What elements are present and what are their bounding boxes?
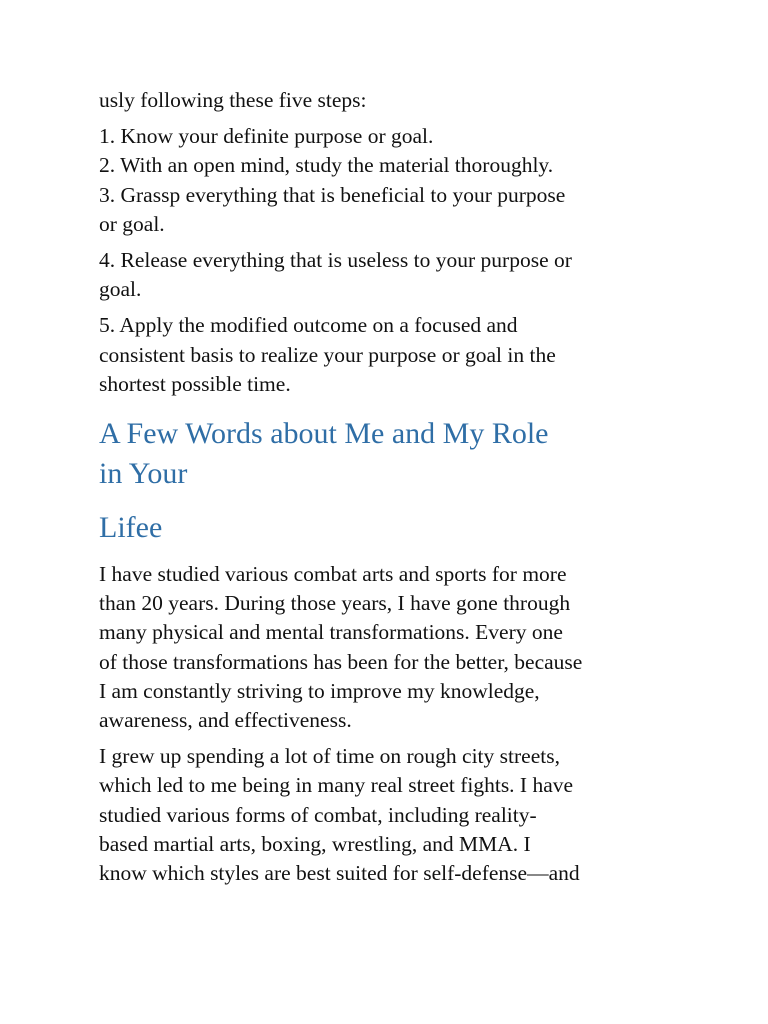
- step-line: 3. Grassp everything that is beneficial to your purpose: [99, 182, 566, 207]
- body-paragraph-1: [99, 560, 684, 735]
- section-heading: [99, 414, 684, 494]
- step-5: [99, 311, 684, 399]
- paragraph-line: I grew up spending a lot of time on rough city streets,: [99, 744, 560, 769]
- document-page: [99, 86, 684, 895]
- paragraph-line: I have studied various combat arts and sports for more: [99, 562, 567, 587]
- paragraph-line: than 20 years. During those years, I have gone through: [99, 591, 571, 616]
- intro-paragraph: [99, 86, 684, 115]
- step-line: shortest possible time.: [99, 371, 291, 396]
- step-line: 4. Release everything that is useless to your purpose or: [99, 248, 572, 273]
- section-subheading: [99, 508, 684, 548]
- step-line: or goal.: [99, 211, 165, 236]
- heading-line: A Few Words about Me and My Role: [99, 417, 549, 451]
- intro-line: usly following these five steps:: [99, 88, 367, 112]
- heading-line: in Your: [99, 457, 188, 491]
- body-paragraph-2: [99, 742, 684, 888]
- paragraph-line: awareness, and effectiveness.: [99, 708, 352, 733]
- paragraph-line: based martial arts, boxing, wrestling, and MMA. I: [99, 831, 531, 856]
- step-line: goal.: [99, 277, 142, 302]
- step-line: 5. Apply the modified outcome on a focused and: [99, 313, 518, 338]
- paragraph-line: which led to me being in many real street fights. I have: [99, 773, 574, 798]
- subheading-line: Lifee: [99, 511, 163, 545]
- paragraph-line: of those transformations has been for the better, because: [99, 649, 583, 674]
- paragraph-line: studied various forms of combat, including reality-: [99, 802, 537, 827]
- step-line: consistent basis to realize your purpose or goal in the: [99, 342, 556, 367]
- steps-1-3: [99, 122, 684, 239]
- paragraph-line: know which styles are best suited for self-defense—and: [99, 861, 580, 886]
- step-line: 2. With an open mind, study the material thoroughly.: [99, 153, 554, 178]
- step-line: 1. Know your definite purpose or goal.: [99, 124, 434, 149]
- paragraph-line: I am constantly striving to improve my knowledge,: [99, 678, 540, 703]
- step-4: [99, 246, 684, 304]
- paragraph-line: many physical and mental transformations. Every one: [99, 620, 563, 645]
